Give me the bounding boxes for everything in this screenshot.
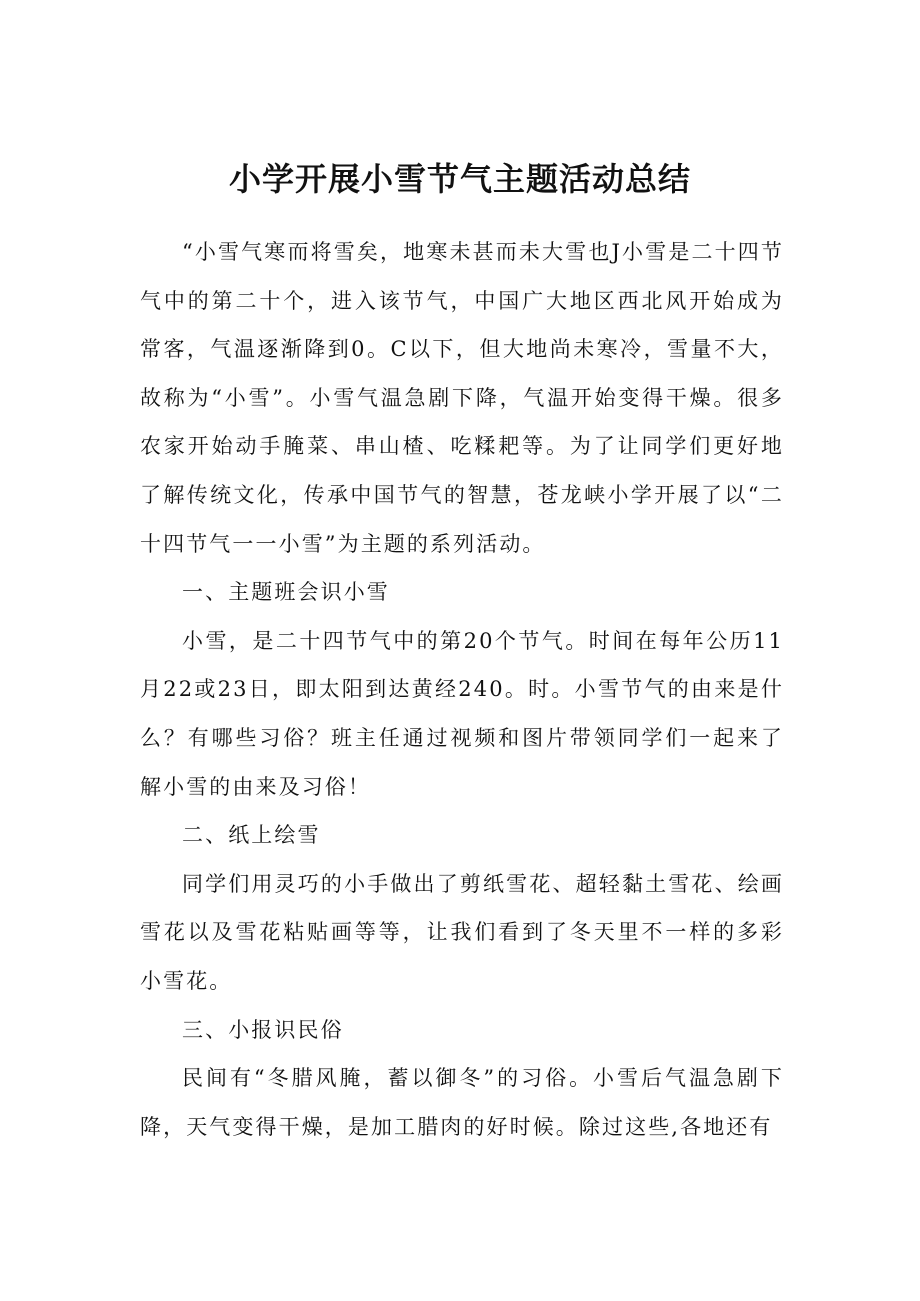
section-heading-1: 一、主题班会识小雪 xyxy=(182,580,390,605)
section-paragraph-3: 民间有“冬腊风腌，蓄以御冬”的习俗。小雪后气温急剧下降，天气变得干燥，是加工腊肉的好时候。除过这些,各地还有 xyxy=(140,1066,784,1139)
section-heading-2: 二、纸上绘雪 xyxy=(182,823,321,848)
section-heading-3: 三、小报识民俗 xyxy=(182,1017,344,1042)
document-title: 小学开展小雪节气主题活动总结 xyxy=(228,160,691,199)
document-body xyxy=(140,228,784,1151)
section-paragraph-2: 同学们用灵巧的小手做出了剪纸雪花、超轻黏土雪花、绘画雪花以及雪花粘贴画等等，让我们看到了冬天里不一样的多彩小雪花。 xyxy=(140,871,784,993)
section-paragraph-1: 小雪，是二十四节气中的第20个节气。时间在每年公历11月22或23日，即太阳到达黄经240。时。小雪节气的由来是什么？有哪些习俗？班主任通过视频和图片带领同学们一起来了解小雪的由来及习俗！ xyxy=(140,628,784,799)
intro-paragraph: “小雪气寒而将雪矣，地寒未甚而未大雪也J小雪是二十四节气中的第二十个，进入该节气，中国广大地区西北风开始成为常客，气温逐渐降到0。C以下，但大地尚未寒冷，雪量不大，故称为“小雪”。小雪气温急剧下降，气温开始变得干燥。很多农家开始动手腌菜、串山楂、吃糅耙等。为了让同学们更好地了解传统文化，传承中国节气的智慧，苍龙峡小学开展了以“二十四节气一一小雪”为主题的系列活动。 xyxy=(140,240,784,556)
